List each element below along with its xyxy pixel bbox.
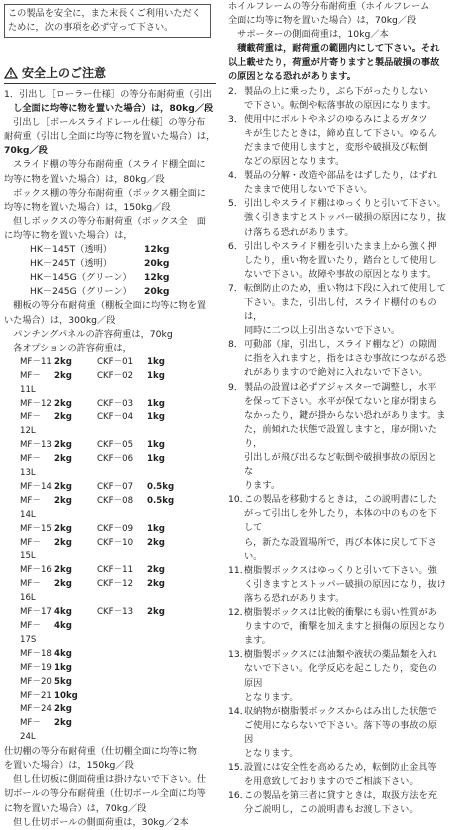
notice-item (228, 338, 446, 380)
options-cell: CKF－02 (97, 370, 134, 381)
safety-heading-title: 安全上のご注意 (22, 66, 107, 80)
options-table (4, 356, 218, 745)
notice-item (228, 197, 446, 239)
options-cell (147, 620, 187, 648)
options-row (4, 564, 218, 578)
item-line: を保って下さい。水平が保てないと扉が閉まら (244, 395, 437, 407)
hk-row: HK－145T（透明） 12kg (30, 244, 170, 256)
options-cell: CKF－03 (97, 398, 134, 409)
options-cell (147, 662, 187, 676)
item-number: 7． (228, 282, 244, 294)
options-cell: MF－14L (20, 495, 41, 520)
item-line: などの原因となります。 (244, 156, 345, 168)
item-line: りますので，衝撃を加えますと損傷の原因となり (244, 621, 446, 633)
para-5-line-1: 仕切棚の等分布耐荷重（仕切棚全面に均等に物 (4, 746, 197, 758)
item-line: 製品の設置は必ずアジャスターで調整し，水平 (244, 381, 437, 393)
options-cell: 2kg (54, 579, 72, 590)
notice-item (228, 493, 446, 563)
item-text (244, 606, 446, 648)
para-4-line-3: パンチングパネルの許容荷重は，70kg (4, 328, 173, 340)
options-cell: 2kg (54, 481, 72, 492)
notice-line-2: ために，次の事項を必ず守って下さい。 (8, 22, 174, 33)
options-cell: 5kg (54, 676, 72, 687)
options-row (4, 578, 218, 606)
r0-line-4: 積載荷重は，耐荷重の範囲内にして下さい。それ (228, 43, 440, 55)
para-4-line-4: 各オプションの許容荷重は， (4, 342, 132, 354)
item-number: 10． (228, 494, 249, 506)
item-number: 13． (228, 649, 249, 661)
item-number: 9． (228, 381, 244, 393)
item-line: を用意致しておりますのでご相談下さい。 (244, 776, 419, 788)
notice-item (228, 705, 446, 761)
item-line: 樹脂製ボックスは比較的衝撃にも弱い性質があ (244, 607, 437, 619)
para-3-line-3: ボックス棚の等分布耐荷重（ボックス棚全面に (4, 187, 206, 199)
item-number: 6． (228, 240, 244, 252)
item-text (244, 197, 446, 239)
notice-item (228, 761, 446, 789)
options-cell: 2kg (54, 356, 72, 367)
r0-line-3: サポーターの側面荷重は，10kg／本 (228, 29, 389, 41)
options-cell: 2kg (147, 579, 165, 590)
options-cell: MF－11 (20, 356, 52, 367)
r0-line-1: ホイルフレームの等分布耐荷重（ホイルフレーム (228, 1, 430, 12)
notice-item (228, 606, 446, 648)
notice-item (228, 381, 446, 494)
options-cell: MF－12L (20, 412, 41, 437)
para-5-line-6: 但し仕切ボールの側面荷重は，30kg／2本 (4, 816, 189, 828)
item-line: ないで下さい。化学反応を起こしたり，変色の原因 (244, 663, 437, 689)
notice-items (228, 85, 446, 818)
options-cell (97, 648, 147, 662)
item-text (244, 381, 446, 494)
para-4-line-2: いた場合）は，300kg／段 (4, 314, 116, 326)
item-line: 樹脂製ボックスはゆっくりと引いて下さい。強 (244, 564, 437, 576)
para-3-line-5: 但しボックスの等分布耐荷重（ボックス全 面 (4, 215, 206, 227)
notice-item (228, 789, 446, 817)
options-cell: MF－14 (20, 481, 52, 492)
item-line: 分ご説明し，この説明書もお渡し下さい。 (244, 804, 419, 816)
para-1-line-1: 1．引出し［ローラー仕様］の等分布耐荷重（引出 (4, 89, 212, 100)
options-cell: MF－18 (20, 648, 52, 659)
item-line: 転倒防止のため，重い物は下段に入れて使用して (244, 282, 446, 294)
options-cell (97, 690, 147, 704)
options-cell: 2kg (54, 398, 72, 409)
options-cell: 2kg (54, 454, 72, 465)
options-cell: 4kg (54, 621, 72, 631)
item-line: 引出しやスライド棚を引いたまま上から強く押 (244, 240, 437, 252)
options-cell: 2kg (147, 565, 165, 576)
options-cell: MF－15 (20, 523, 52, 534)
item-line: 可動部（扉，引出し，スライド棚など）の隙間 (244, 339, 437, 351)
para-3-line-1: スライド棚の等分布耐荷重（スライド棚全面に (4, 159, 206, 171)
item-number: 8． (228, 339, 244, 351)
options-cell: CKF－07 (97, 481, 134, 492)
options-cell: 2kg (54, 412, 72, 423)
item-line: た，前傾れた状態で設置しますと，扉が開いたり， (244, 423, 437, 449)
item-line: だままで使用しますと，変形や破損及び転倒 (244, 141, 428, 153)
options-row (4, 703, 218, 717)
item-line: 引出しが飛び出るなど転倒や破損事故の原因とな (244, 452, 437, 478)
options-cell: MF－17 (20, 607, 52, 618)
options-cell: 0.5kg (147, 481, 175, 492)
item-line: ります。 (244, 480, 281, 492)
para-2-line-3: 70kg／段 (4, 145, 48, 157)
options-row (4, 717, 218, 745)
options-cell: MF－17S (20, 621, 41, 645)
item-line: ます。 (244, 635, 271, 647)
options-row (4, 370, 218, 398)
options-cell: MF－15L (20, 537, 41, 562)
item-line: 使用中にボルトやネジのゆるみによるガタツ (244, 113, 428, 125)
item-line: 強く引きますとストッパー破損の原因になり，抜 (244, 212, 446, 224)
options-cell: CKF－06 (97, 454, 134, 465)
item-text (244, 761, 446, 789)
para-5-line-2: を置いた場合）は，150kg／段 (4, 760, 134, 772)
notice-box (4, 4, 211, 38)
heading-rule (4, 83, 216, 84)
options-cell (147, 648, 187, 662)
options-cell: CKF－08 (97, 495, 134, 506)
item-line: たままで使用しないで下さい。 (244, 184, 373, 196)
options-cell: 1kg (147, 370, 165, 381)
options-cell: CKF－01 (97, 356, 134, 367)
item-text (244, 240, 446, 282)
para-4-line-1: 棚板の等分布耐荷重（棚板全面に均等に物を置 (4, 300, 207, 312)
options-cell: 1kg (147, 356, 165, 367)
para-2-line-1: 引出し［ボールスライドレール仕様］の等分布 (4, 117, 206, 129)
item-line: ら，新たな設置場所で，再び本体に戻して下さい。 (244, 536, 437, 562)
item-line: キが生じたときは，締め直して下さい。ゆるん (244, 127, 437, 139)
item-text (244, 705, 446, 761)
options-cell: MF－12 (20, 398, 52, 409)
options-cell: CKF－12 (97, 579, 134, 590)
options-cell (147, 717, 187, 745)
options-cell: 0.5kg (147, 495, 175, 506)
notice-item (228, 240, 446, 282)
options-cell: CKF－05 (97, 440, 134, 451)
item-line: この製品を第三者に貸すときは，取扱方法を充 (244, 790, 437, 802)
item-line: 下さい。また，引出し付，スライド棚付のものは， (244, 296, 437, 323)
notice-item (228, 564, 446, 606)
options-row (4, 662, 218, 676)
options-cell: CKF－13 (97, 607, 134, 618)
item-line: で下さい。転倒や転落事故の原因になります。 (244, 99, 437, 111)
options-cell: 2kg (54, 440, 72, 451)
r0-line-6: の原因となる恐れがあります。 (228, 71, 356, 83)
options-row (4, 411, 218, 439)
notice-item (228, 113, 446, 169)
options-row (4, 481, 218, 495)
options-cell: 1kg (147, 523, 165, 534)
notice-item (228, 85, 446, 113)
item-line: したり，重い物を置いたり，踏台として使用し (244, 254, 437, 266)
item-line: け落ちる恐れがあります。 (244, 226, 354, 238)
item-number: 2． (228, 85, 244, 97)
options-row (4, 648, 218, 662)
options-cell: 1kg (147, 440, 165, 451)
options-cell: 2kg (54, 370, 72, 381)
options-cell: MF－13L (20, 454, 41, 479)
para-5-line-5: に物を置いた場合）は，70kg／段 (4, 802, 147, 814)
options-cell (147, 690, 187, 704)
options-cell: MF－16 (20, 565, 52, 576)
options-cell: 1kg (147, 398, 165, 409)
options-row (4, 620, 218, 648)
item-text (244, 282, 446, 338)
options-cell: 2kg (54, 718, 72, 729)
warning-triangle-icon (4, 67, 18, 79)
options-cell: CKF－09 (97, 523, 134, 534)
options-cell: 2kg (54, 537, 72, 548)
options-row (4, 523, 218, 537)
options-cell: MF－16L (20, 579, 41, 604)
item-line: に指を入れますと，指をはさむ事故につながる恐 (244, 353, 446, 365)
options-cell: 2kg (147, 537, 165, 548)
para-5-line-4: 切ボールの等分布耐荷重（仕切ボール全面に均等 (4, 788, 206, 800)
right-column (228, 0, 446, 817)
options-cell (97, 662, 147, 676)
options-row (4, 690, 218, 704)
item-line: 製品の分解・改造や部品をはずしたり，はずれ (244, 170, 437, 182)
notice-line-1: この製品を安全に，また末長くご利用いただく (8, 8, 201, 19)
notice-item (228, 169, 446, 197)
options-cell (97, 620, 147, 648)
options-cell: MF－11L (20, 370, 41, 395)
item-text (244, 338, 446, 380)
item-line: く引きますとストッパー破損の原因になり，抜け (244, 578, 446, 590)
item-number: 14． (228, 705, 249, 717)
item-text (244, 113, 446, 169)
options-cell: CKF－10 (97, 537, 134, 548)
item-line: 収納物が樹脂製ボックスからはみ出した状態で (244, 705, 437, 717)
para-5-line-3: 但し仕切板に側面荷重は掛けないで下さい。仕 (4, 774, 207, 786)
options-cell: MF－24L (20, 718, 41, 743)
item-line: 引出しやスライド棚はゆっくりと引いて下さい。 (244, 198, 446, 210)
options-cell (147, 676, 187, 690)
options-cell (147, 703, 187, 717)
options-cell: 1kg (54, 662, 72, 673)
item-number: 4． (228, 170, 244, 182)
hk-row: HK－245T（透明） 20kg (30, 258, 170, 270)
options-row (4, 439, 218, 453)
options-cell: 10kg (54, 690, 78, 701)
options-row (4, 537, 218, 565)
options-row (4, 453, 218, 481)
options-cell: CKF－04 (97, 412, 134, 423)
item-line: 落ちる恐れがあります。 (244, 592, 345, 604)
options-cell: MF－19 (20, 662, 52, 673)
para-2-line-2: 耐荷重（引出し全面に均等に物を置いた場合）は， (4, 131, 216, 143)
item-line: ご使用にならないで下さい。落下等の事故の原因 (244, 719, 437, 745)
item-line: となります。 (244, 691, 299, 703)
para-3-line-2: 均等に物を置いた場合）は，80kg／段 (4, 173, 165, 185)
item-number: 3． (228, 113, 244, 125)
options-cell: CKF－11 (97, 565, 134, 576)
hk-row: HK－145G（グリーン） 12kg (30, 272, 170, 284)
notice-item (228, 282, 446, 338)
item-line: この製品を移動するときは，この説明書にした (244, 494, 437, 506)
item-text (244, 169, 446, 197)
safety-heading (4, 64, 106, 81)
options-row (4, 356, 218, 370)
item-line: れがありますので絶対に入れないで下さい。 (244, 367, 428, 379)
r0-line-5: 以上載せたり，荷重が片寄りますと製品破損の事故 (228, 57, 440, 69)
options-cell: 2kg (54, 495, 72, 506)
options-cell: 2kg (54, 704, 72, 715)
item-text (244, 789, 446, 817)
item-number: 15． (228, 762, 249, 774)
left-column (4, 88, 218, 830)
item-text (244, 564, 446, 606)
item-number: 5． (228, 198, 244, 210)
options-cell: 4kg (54, 607, 72, 618)
item-text (244, 493, 446, 563)
options-cell: 2kg (54, 565, 72, 576)
item-text (244, 85, 446, 113)
item-line: なかったり，鍵が掛からない恐れがあります。ま (244, 409, 446, 421)
options-cell (97, 717, 147, 745)
para-1-line-2: し全面に均等に物を置いた場合）は，80kg／段 (4, 103, 214, 115)
options-cell: 1kg (147, 454, 165, 465)
options-cell: MF－13 (20, 440, 52, 451)
options-cell (97, 703, 147, 717)
hk-row: HK－245G（グリーン） 20kg (30, 286, 170, 298)
item-line: となります。 (244, 747, 299, 759)
options-cell: 2kg (54, 523, 72, 534)
options-cell: MF－21 (20, 690, 52, 701)
r0-line-2: 全面に均等に物を置いた場合）は，70kg／段 (228, 15, 417, 27)
options-cell: 1kg (147, 412, 165, 423)
item-line: 同時に二つ以上引出さないで下さい。 (244, 325, 401, 337)
para-3-line-6: に均等に物を置いた場合）は， (4, 229, 133, 241)
item-line: がって引出しを外したり，本体の中のものを下して (244, 508, 437, 534)
item-line: 製品の上に乗ったり，ぶら下がったりしない (244, 85, 428, 97)
options-cell (97, 676, 147, 690)
item-number: 11． (228, 564, 249, 576)
options-row (4, 495, 218, 523)
options-row (4, 398, 218, 412)
item-number: 16． (228, 790, 249, 802)
item-line: 設置には安全性を高めるため，転倒防止金具等 (244, 762, 437, 774)
item-text (244, 648, 446, 704)
item-line: 樹脂製ボックスには油類や液状の薬品類を入れ (244, 649, 437, 661)
item-number: 12． (228, 607, 249, 619)
options-cell: 2kg (147, 607, 165, 618)
options-cell: MF－20 (20, 676, 52, 687)
options-cell: MF－24 (20, 704, 52, 715)
notice-item (228, 648, 446, 704)
options-row (4, 676, 218, 690)
item-line: ないで下さい。故障や事故の原因となります。 (244, 268, 437, 280)
para-3-line-4: 均等に物を置いた場合）は，150kg／段 (4, 201, 171, 213)
options-row (4, 606, 218, 620)
options-cell: 4kg (54, 648, 72, 659)
